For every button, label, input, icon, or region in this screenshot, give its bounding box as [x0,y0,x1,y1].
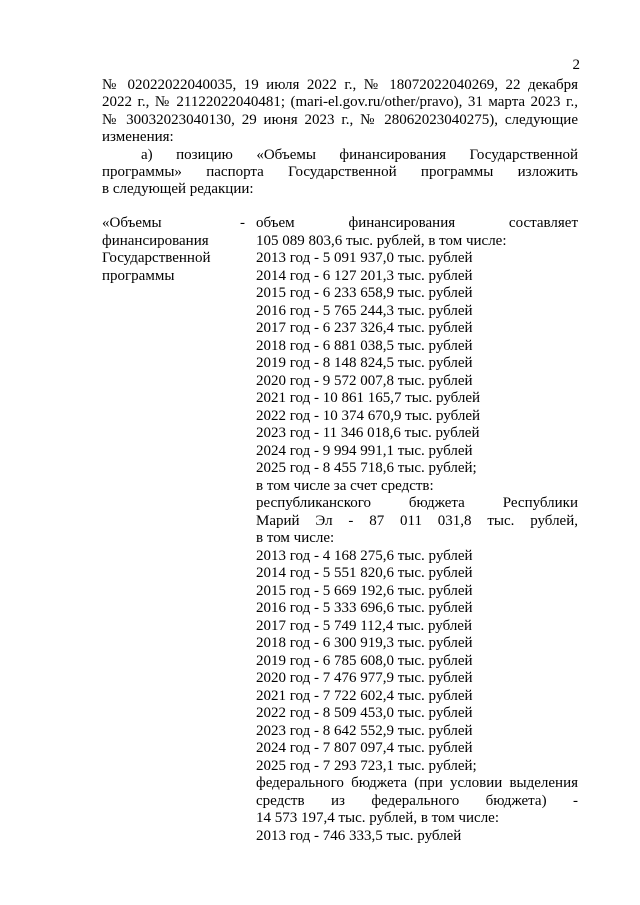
funding-line: 14 573 197,4 тыс. рублей, в том числе: [256,810,500,826]
intro-line: № 30032023040130, 29 июня 2023 г., № 28062023040275), следующие [102,111,578,128]
funding-line: 105 089 803,6 тыс. рублей, в том числе: [256,232,507,249]
left-label-line: финансирования [102,232,209,249]
intro-paragraph [102,77,578,199]
left-label-line: программы [102,267,175,284]
left-label-line: Государственной [102,250,211,266]
funding-line: в том числе: [256,530,335,546]
funding-line: 2013 год - 4 168 275,6 тыс. рублей [256,547,473,564]
funding-line: 2025 год - 7 293 723,1 тыс. рублей; [256,757,477,774]
funding-line: 2020 год - 9 572 007,8 тыс. рублей [256,372,473,389]
funding-line: 2022 год - 8 509 453,0 тыс. рублей [256,705,473,721]
funding-line: 2018 год - 6 300 919,3 тыс. рублей [256,635,473,651]
funding-line: 2025 год - 8 455 718,6 тыс. рублей; [256,460,477,476]
funding-line: 2016 год - 5 765 244,3 тыс. рублей [256,302,473,319]
table-funding-text [256,215,578,845]
item-a-line: а) позицию «Объемы финансирования Государственной [141,146,578,163]
funding-line: объем финансирования составляет [256,215,578,231]
funding-line: 2017 год - 5 749 112,4 тыс. рублей [256,617,472,634]
funding-line: 2023 год - 8 642 552,9 тыс. рублей [256,722,473,739]
funding-line: 2015 год - 5 669 192,6 тыс. рублей [256,582,473,599]
funding-line: 2015 год - 6 233 658,9 тыс. рублей [256,285,473,301]
funding-line: 2024 год - 7 807 097,4 тыс. рублей [256,740,473,756]
funding-line: 2013 год - 746 333,5 тыс. рублей [256,827,462,844]
funding-line: 2021 год - 10 861 165,7 тыс. рублей [256,390,481,406]
funding-line: федерального бюджета (при условии выделения [256,775,578,791]
funding-line: средств из федерального бюджета) - [256,792,578,809]
intro-line: № 02022022040035, 19 июля 2022 г., № 18072022040269, 22 декабря [102,77,578,93]
funding-line: 2024 год - 9 994 991,1 тыс. рублей [256,442,473,459]
intro-line: 2022 г., № 21122022040481; (mari-el.gov.ru/other/pravo), 31 марта 2023 г., [102,94,578,111]
funding-line: 2023 год - 11 346 018,6 тыс. рублей [256,425,480,441]
page-number: 2 [572,57,580,73]
funding-line: 2016 год - 5 333 696,6 тыс. рублей [256,600,473,616]
funding-line: 2013 год - 5 091 937,0 тыс. рублей [256,250,473,266]
intro-line: изменения: [102,129,174,146]
table-dash: - [240,215,245,231]
funding-line: в том числе за счет средств: [256,477,434,494]
item-a-line: в следующей редакции: [102,181,254,198]
funding-line: республиканского бюджета Республики [256,495,578,511]
item-a-line: программы» паспорта Государственной программы изложить [102,164,578,181]
funding-line: 2017 год - 6 237 326,4 тыс. рублей [256,320,473,336]
funding-line: Марий Эл - 87 011 031,8 тыс. рублей, [256,512,578,529]
funding-line: 2020 год - 7 476 977,9 тыс. рублей [256,670,473,686]
funding-line: 2019 год - 8 148 824,5 тыс. рублей [256,355,473,371]
funding-line: 2022 год - 10 374 670,9 тыс. рублей [256,407,481,424]
funding-line: 2019 год - 6 785 608,0 тыс. рублей [256,652,473,669]
funding-line: 2021 год - 7 722 602,4 тыс. рублей [256,687,473,704]
funding-line: 2018 год - 6 881 038,5 тыс. рублей [256,337,473,354]
left-label-line: «Объемы [102,215,162,231]
funding-line: 2014 год - 6 127 201,3 тыс. рублей [256,267,473,284]
funding-line: 2014 год - 5 551 820,6 тыс. рублей [256,565,473,581]
table-left-label [102,215,247,285]
